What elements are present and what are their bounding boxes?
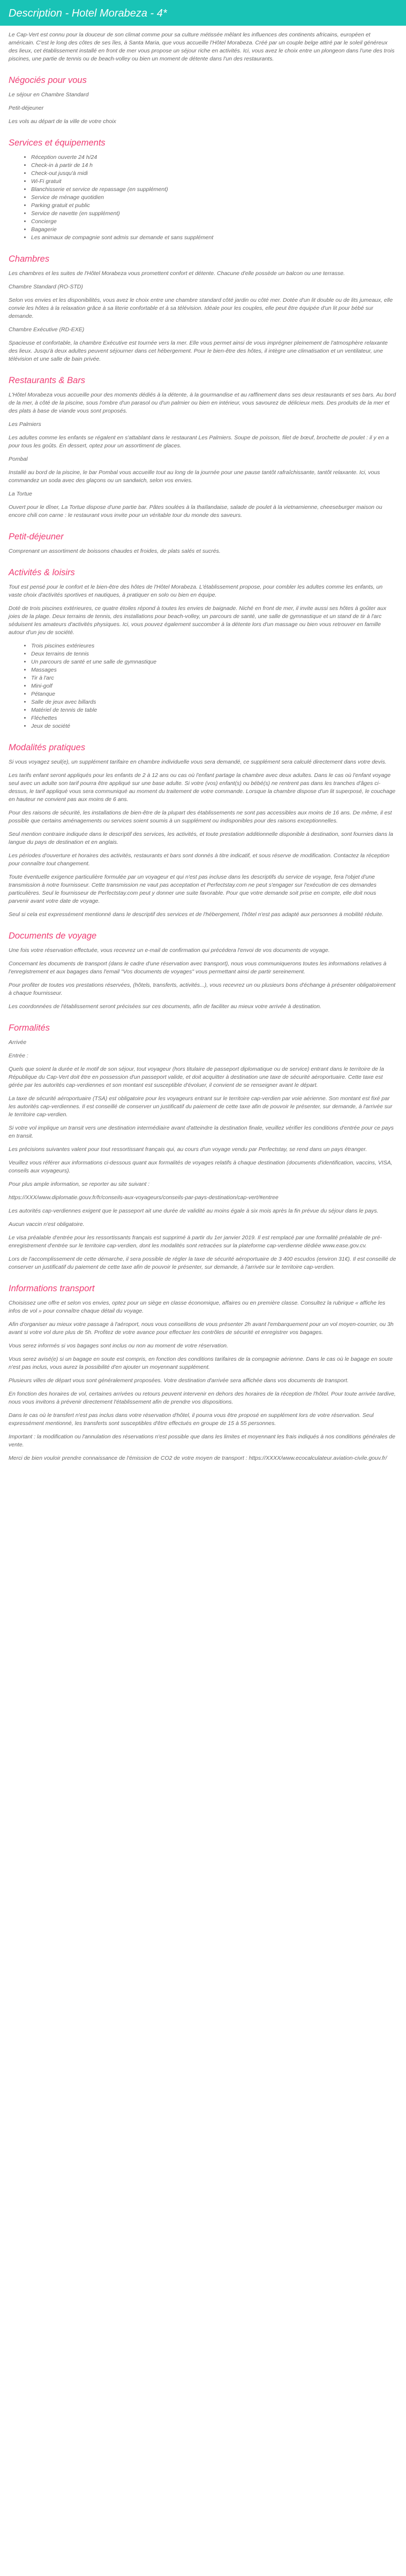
section-paragraph: En fonction des horaires de vol, certaines arrivées ou retours peuvent intervenir en dehors des horaires de la réception de l'hôtel. Pour toute arrivée tardive, nous vous invitons à prévenir directement l'établissement afin de prendre vos dispositions. — [9, 1391, 396, 1405]
title-bar — [0, 0, 406, 26]
section-paragraph: Les autorités cap-verdiennes exigent que le passeport ait une durée de validité au moins égale à six mois après la fin prévue du séjour dans le pays. — [9, 1208, 379, 1214]
section-7 — [9, 931, 397, 1011]
section-heading: Activités & loisirs — [9, 568, 75, 577]
section-paragraph: Aucun vaccin n'est obligatoire. — [9, 1221, 85, 1228]
section-paragraph: Pombal — [9, 456, 28, 462]
section-paragraph: Comprenant un assortiment de boissons chaudes et froides, de plats salés et sucrés. — [9, 548, 221, 554]
section-paragraph: Vous serez informés si vos bagages sont inclus ou non au moment de votre réservation. — [9, 1343, 228, 1349]
section-heading: Services et équipements — [9, 138, 106, 148]
section-paragraph: Plusieurs villes de départ vous sont généralement proposées. Votre destination d'arrivée sera affichée dans vos documents de transport. — [9, 1377, 349, 1384]
section-heading: Chambres — [9, 254, 50, 264]
section-paragraph: Arrivée — [9, 1039, 27, 1046]
section-paragraph: Les tarifs enfant seront appliqués pour les enfants de 2 à 12 ans ou cas où l'enfant partage la chambre avec deux adultes. Dans le cas où l'enfant voyage seul avec un adulte son tarif pourra être appliqué sur une base adulte. Si votre (vos) enfant(s) ou bébé(s) ne rentrent pas dans les tranches d'âges ci-dessus, le tarif appliqué vous sera communiqué au moment du traitement de votre commande. Lorsque la chambre dispose d'un lit superposé, le couchage en hauteur ne convient pas aux moins de 6 ans. — [9, 772, 396, 803]
section-heading: Petit-déjeuner — [9, 532, 64, 542]
section-paragraph: Pour des raisons de sécurité, les installations de bien-être de la plupart des établissements ne sont pas accessibles aux moins de 16 ans. De même, il est possible que certains aménagements ou services soient soumis à un supplément ou indisponibles pour des raisons exceptionnelles. — [9, 810, 392, 824]
section-heading: Négociés pour vous — [9, 75, 87, 85]
section-paragraph: Si votre vol implique un transit vers une destination intermédiaire avant d'atteindre la destination finale, veuillez vérifier les conditions d'entrée pour ce pays en transit. — [9, 1125, 394, 1139]
list-item: • Pétanque — [31, 690, 397, 698]
section-paragraph: Choisissez une offre et selon vos envies, optez pour un siège en classe économique, affaires ou en première classe. Consultez la rubrique « affiche les infos de vol » pour connaître chaque détail du voyage. — [9, 1300, 386, 1314]
list-item: • Parking gratuit et public — [31, 202, 397, 210]
section-paragraph: Merci de bien vouloir prendre connaissance de l'émission de CO2 de votre moyen de transport : https://XXXX/www.ecocalculateur.aviation-civile.gouv.fr/ — [9, 1455, 387, 1461]
list-item: • Service de ménage quotidien — [31, 194, 397, 202]
section-3 — [9, 375, 397, 520]
section-paragraph: L'Hôtel Morabeza vous accueille pour des moments dédiés à la détente, à la gourmandise et au raffinement dans ses deux restaurants et ses bars. Au bord de la mer, à côté de la piscine, sous l'ombre d'un parasol ou d'un palmier ou bien en intérieur, vous savourez de délicieux mets. Des produits de la mer et des plats à base de viande vous sont proposés. — [9, 392, 396, 414]
section-heading: Documents de voyage — [9, 931, 97, 941]
section-0 — [9, 75, 397, 126]
section-paragraph: Une fois votre réservation effectuée, vous recevrez un e-mail de confirmation qui précédera l'envoi de vos documents de voyage. — [9, 947, 330, 954]
section-paragraph: Chambre Standard (RO-STD) — [9, 284, 83, 290]
section-paragraph: Le séjour en Chambre Standard — [9, 92, 89, 98]
list-item: • Tir à l'arc — [31, 674, 397, 682]
section-5 — [9, 567, 397, 730]
section-heading: Restaurants & Bars — [9, 376, 86, 385]
list-item: • Les animaux de compagnie sont admis sur demande et sans supplément — [31, 234, 397, 242]
section-paragraph: Si vous voyagez seul(e), un supplément tarifaire en chambre individuelle vous sera demandé, ce supplément sera calculé directement dans votre devis. — [9, 759, 387, 765]
section-paragraph: Les chambres et les suites de l'Hôtel Morabeza vous promettent confort et détente. Chacune d'elle possède un balcon ou une terrasse. — [9, 270, 345, 277]
intro-paragraph: Le Cap-Vert est connu pour la douceur de son climat comme pour sa culture métissée mêlant les influences des continents africains, européen et américain. C'est le long des côtes de ses îles, à Santa Maria, que vous accueille l'Hôtel Morabeza. Créé par un couple belge attiré par le soleil généreux des lieux, cet établissement installé en front de mer vous propose un séjour riche en activités. Ici, vous avez le choix entre un plongeon dans l'une des trois piscines, une partie de tennis ou de beach-volley ou bien un moment de détente dans l'un des restaurants. — [9, 32, 395, 62]
section-paragraph: Spacieuse et confortable, la chambre Exécutive est tournée vers la mer. Elle vous permet ainsi de vous imprégner pleinement de l'atmosphère relaxante des lieux. Jusqu'à deux adultes peuvent séjourner dans cet hébergement. Pour le bien-être des hôtes, il intègre une climatisation et un ventilateur, une télévision et une salle de bain privée. — [9, 340, 388, 362]
section-paragraph: Pour profiter de toutes vos prestations réservées, (hôtels, transferts, activités...), vous recevrez un ou plusieurs bons d'échange à présenter obligatoirement à chaque fournisseur. — [9, 982, 396, 996]
section-paragraph: Ouvert pour le dîner, La Tortue dispose d'une partie bar. Pâtes soulées à la thaïlandaise, salade de poulet à la vietnamienne, cheeseburger maison ou encore chili con carne : le restaurant vous invite pour un véritable tour du monde des saveurs. — [9, 504, 382, 519]
section-paragraph: Doté de trois piscines extérieures, ce quatre étoiles répond à toutes les envies de baignade. Niché en front de mer, il invite aussi ses hôtes à goûter aux joies de la plage. Deux terrains de tennis, des installations pour beach-volley, un parcours de santé, une salle de gymnastique et un stand de tir à l'arc séduisent les amateurs d'activités physiques. Ici, vous pouvez également succomber à la détente lors d'un massage ou bien vous retrouver en famille autour d'un jeu de société. — [9, 605, 387, 636]
list-item: • Blanchisserie et service de repassage (en supplément) — [31, 186, 397, 194]
sections-container — [9, 75, 397, 1462]
section-paragraph: Les adultes comme les enfants se régalent en s'attablant dans le restaurant Les Palmiers. Soupe de poisson, filet de bœuf, brochette de poulet : il y en a pour tous les goûts. En dessert, optez pour un assortiment de glaces. — [9, 435, 389, 449]
section-paragraph: Petit-déjeuner — [9, 105, 44, 111]
section-paragraph: Seul si cela est expressément mentionné dans le descriptif des services et de l'hébergement, l'hôtel n'est pas adapté aux personnes à mobilité réduite. — [9, 911, 384, 918]
list-item: • Matériel de tennis de table — [31, 706, 397, 714]
section-paragraph: Les coordonnées de l'établissement seront précisées sur ces documents, afin de faciliter au mieux votre arrivée à destination. — [9, 1003, 321, 1010]
description-content — [0, 26, 406, 1484]
section-paragraph: Les Palmiers — [9, 421, 41, 428]
section-heading: Informations transport — [9, 1284, 95, 1293]
section-heading: Formalités — [9, 1023, 50, 1033]
list-item: • Check-in à partir de 14 h — [31, 162, 397, 170]
list-item: • Un parcours de santé et une salle de gymnastique — [31, 658, 397, 666]
section-6 — [9, 742, 397, 919]
list-item: • Wi-Fi gratuit — [31, 178, 397, 186]
section-paragraph: Chambre Exécutive (RD-EXE) — [9, 326, 85, 333]
section-heading: Modalités pratiques — [9, 743, 86, 752]
list-item: • Jeux de société — [31, 722, 397, 730]
bullet-list — [9, 642, 397, 730]
section-4 — [9, 531, 397, 555]
list-item: • Massages — [31, 666, 397, 674]
section-paragraph: Lors de l'accomplissement de cette démarche, il sera possible de régler la taxe de sécurité aéroportuaire de 3 400 escudos (environ 31€). Il est conseillé de conserver un justificatif du paiement de cette taxe afin de pouvoir le présenter, sur demande, à l'arrivée sur le territoire cap-verdien. — [9, 1256, 396, 1270]
section-paragraph: Afin d'organiser au mieux votre passage à l'aéroport, nous vous conseillons de vous présenter 2h avant l'embarquement pour un vol moyen-courrier, ou 3h avant si votre vol dure plus de 5h. Profitez de votre avance pour effectuer les contrôles de sécurité et enregistrer vos bagages. — [9, 1321, 394, 1336]
section-paragraph: Les périodes d'ouverture et horaires des activités, restaurants et bars sont donnés à titre indicatif, et sous réserve de modification. Contactez la réception pour connaître tout changement. — [9, 852, 390, 867]
section-paragraph: La taxe de sécurité aéroportuaire (TSA) est obligatoire pour les voyageurs entrant sur le territoire cap-verdien par voie aérienne. Son montant est fixé par les autorités cap-verdiennes. Il est conseillé de conserver un justificatif du paiement de cette taxe afin de pouvoir le présenter, sur demande, à l'arrivée sur le territoire cap-verdien. — [9, 1095, 393, 1118]
list-item: • Concierge — [31, 218, 397, 226]
page-title: Description - Hotel Morabeza - 4* — [9, 7, 167, 19]
section-paragraph: Important : la modification ou l'annulation des réservations n'est possible que dans les limites et moyennant les frais indiqués à nos conditions générales de vente. — [9, 1434, 395, 1448]
section-paragraph: Les vols au départ de la ville de votre choix — [9, 118, 116, 125]
section-paragraph: Veuillez vous référer aux informations ci-dessous quant aux formalités de voyages relatifs à chaque destination (documents d'identification, vaccins, VISA, conseils aux voyageurs). — [9, 1160, 393, 1174]
section-paragraph: Les précisions suivantes valent pour tout ressortissant français qui, au cours d'un voyage vendu par Perfectstay, se rend dans un pays étranger. — [9, 1146, 367, 1153]
list-item: • Deux terrains de tennis — [31, 650, 397, 658]
section-paragraph: Dans le cas où le transfert n'est pas inclus dans votre réservation d'hôtel, il pourra vous être proposé en supplément lors de votre réservation. Seul expressément mentionné, les transferts sont susceptibles d'être effectués en groupe de 15 à 55 personnes. — [9, 1412, 374, 1427]
section-2 — [9, 254, 397, 363]
list-item: • Mini-golf — [31, 682, 397, 690]
section-paragraph: Le visa préalable d'entrée pour les ressortissants français est supprimé à partir du 1er janvier 2019. Il est remplacé par une formalité préalable de pré-enregistrement d'entrée sur le territoire cap-verdien, dont les modalités sont retracées sur la plateforme cap-verdienne dédiée www.ease.gov.cv. — [9, 1234, 382, 1249]
section-paragraph: Toute éventuelle exigence particulière formulée par un voyageur et qui n'est pas incluse dans les descriptifs du service de voyage, fera l'objet d'une transmission à notre fournisseur. Cette transmission ne vaut pas acceptation et Perfectstay.com ne peut s'engager sur l'exécution de ces demandes particulières. Seul le fournisseur de Perfectstay.com peut y donner une suite favorable. Pour que votre demande soit prise en compte, elle doit nous parvenir avant votre date de voyage. — [9, 874, 377, 904]
bullet-list — [9, 154, 397, 242]
section-paragraph: https://XXX/www.diplomatie.gouv.fr/fr/conseils-aux-voyageurs/conseils-par-pays-destination/cap-vert/#entree — [9, 1194, 279, 1201]
list-item: • Salle de jeux avec billards — [31, 698, 397, 706]
list-item: • Check-out jusqu'à midi — [31, 170, 397, 178]
list-item: • Bagagerie — [31, 226, 397, 234]
section-paragraph: Seul mention contraire indiquée dans le descriptif des services, les activités, et toute prestation additionnelle disponible à destination, sont fournies dans la langue du pays de destination et en anglais. — [9, 831, 393, 845]
section-paragraph: Selon vos envies et les disponibilités, vous avez le choix entre une chambre standard côté jardin ou côté mer. Dotée d'un lit double ou de lits jumeaux, elle convie les hôtes à la relaxation grâce à sa literie confortable et à sa télévision. Idéale pour les couples, elle peut être équipée d'un lit pour bébé sur demande. — [9, 297, 393, 319]
section-paragraph: Vous serez avisé(e) si un bagage en soute est compris, en fonction des conditions tarifaires de la compagnie aérienne. Dans le cas où le bagage en soute n'est pas inclus, vous aurez la possibilité d'en ajouter un moyennant supplément. — [9, 1356, 393, 1370]
section-9 — [9, 1283, 397, 1462]
section-paragraph: Tout est pensé pour le confort et le bien-être des hôtes de l'Hôtel Morabeza. L'établissement propose, pour combler les adultes comme les enfants, un vaste choix d'activités sportives et nautiques, à pratiquer en solo ou bien en équipe. — [9, 584, 383, 598]
section-1 — [9, 138, 397, 242]
section-paragraph: Installé au bord de la piscine, le bar Pombal vous accueille tout au long de la journée pour une pause tantôt rafraîchissante, tantôt relaxante. Ici, vous commandez un soda avec des glaçons ou un sandwich, selon vos envies. — [9, 469, 380, 484]
list-item: • Service de navette (en supplément) — [31, 210, 397, 218]
section-8 — [9, 1023, 397, 1271]
section-paragraph: Pour plus ample information, se reporter au site suivant : — [9, 1181, 150, 1187]
list-item: • Fléchettes — [31, 714, 397, 722]
list-item: • Réception ouverte 24 h/24 — [31, 154, 397, 162]
section-paragraph: Quels que soient la durée et le motif de son séjour, tout voyageur (hors titulaire de passeport diplomatique ou de service) entrant dans le territoire de la République du Cap-Vert doit être en possession d'un passeport valide, et doit acquitter à destination une taxe de sécurité aéroportuaire. Cette taxe est gérée par les autorités cap-verdiennes et son montant est susceptible d'évoluer, il convient de se renseigner avant le départ. — [9, 1066, 384, 1088]
section-paragraph: Concernant les documents de transport (dans le cadre d'une réservation avec transport), nous vous communiquerons toutes les informations relatives à l'enregistrement et aux bagages dans l'email "Vos documents de voyages" vous permettant ainsi de partir sereinement. — [9, 961, 387, 975]
list-item: • Trois piscines extérieures — [31, 642, 397, 650]
section-paragraph: Entrée : — [9, 1053, 28, 1059]
section-paragraph: La Tortue — [9, 491, 32, 497]
